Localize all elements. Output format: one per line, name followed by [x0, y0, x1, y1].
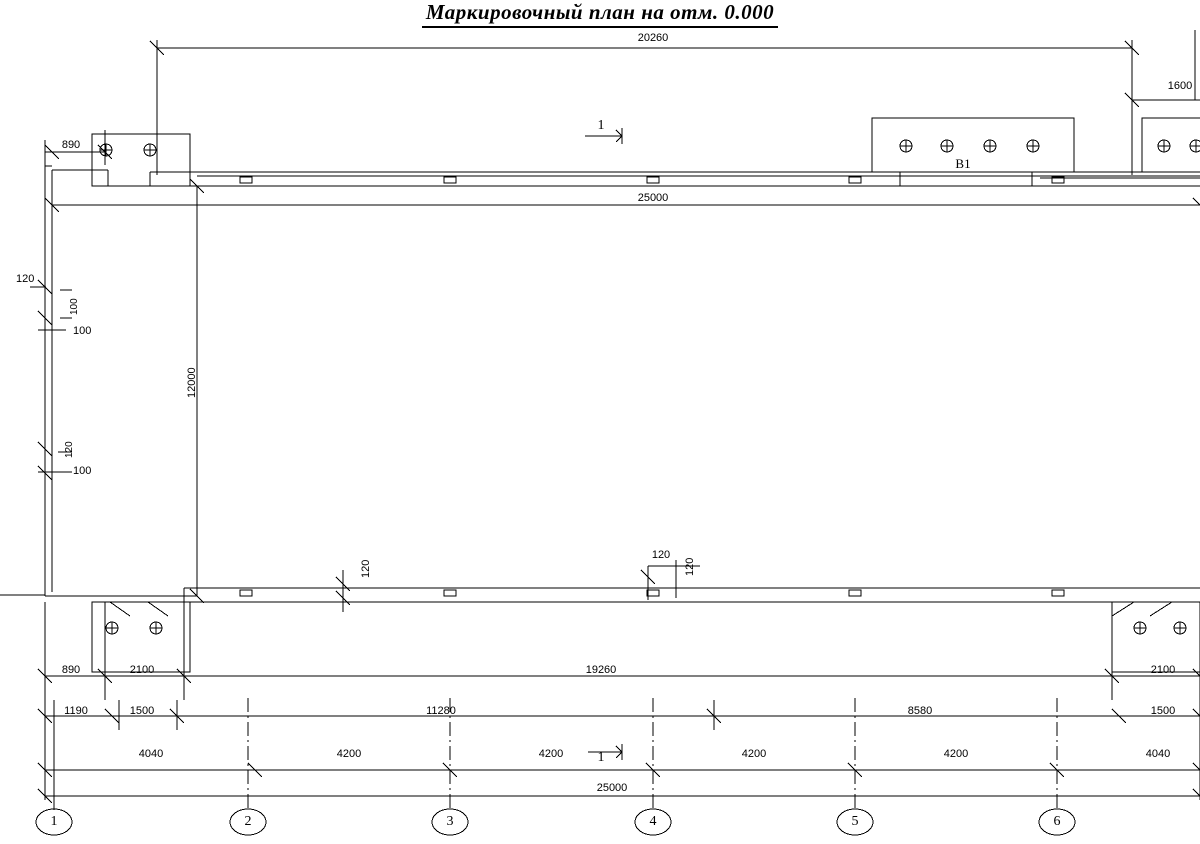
dimension-label: 120 — [651, 549, 671, 561]
dimension-label: 120 — [684, 557, 696, 576]
dimension-label: 120 — [64, 441, 75, 458]
dimension-label: 20260 — [637, 32, 669, 44]
dimension-label: 890 — [61, 664, 81, 676]
dimension-label: 4200 — [336, 748, 362, 760]
dimension-label: 100 — [73, 465, 92, 477]
dimension-label: 25000 — [596, 782, 628, 794]
axis-bubble-4: 4 — [649, 814, 657, 829]
dimension-label: 4200 — [538, 748, 564, 760]
dimension-label: 100 — [73, 325, 92, 337]
dimension-label: 890 — [61, 139, 81, 151]
dimension-label: 4200 — [943, 748, 969, 760]
axis-bubble-6: 6 — [1053, 814, 1061, 829]
dimension-label: 120 — [16, 273, 35, 285]
dimension-label: 1500 — [129, 705, 155, 717]
section-mark-1: 1 — [597, 750, 605, 765]
page-title: Маркировочный план на отм. 0.000 — [0, 0, 1200, 28]
axis-bubble-5: 5 — [851, 814, 859, 829]
dimension-label: 11280 — [426, 705, 456, 717]
dimension-label-12000: 12000 — [186, 367, 198, 398]
section-mark-1: 1 — [597, 118, 605, 133]
dimension-label: 120 — [360, 559, 372, 578]
dimension-label: 2100 — [1150, 664, 1176, 676]
axis-bubble-2: 2 — [244, 814, 252, 829]
dimension-label: 2100 — [129, 664, 155, 676]
dimension-label: 4040 — [138, 748, 164, 760]
dimension-label: 19260 — [585, 664, 617, 676]
dimension-label: 1500 — [1150, 705, 1176, 717]
element-label-b1: В1 — [955, 156, 971, 171]
dimension-label: 4040 — [1145, 748, 1171, 760]
dimension-label: 25000 — [637, 192, 669, 204]
axis-bubble-3: 3 — [446, 814, 454, 829]
dimension-label: 100 — [69, 298, 80, 315]
dimension-label: 8580 — [907, 705, 933, 717]
dimension-label: 1600 — [1167, 80, 1193, 92]
dimension-label: 1190 — [64, 705, 88, 717]
dimension-label: 4200 — [741, 748, 767, 760]
axis-bubble-1: 1 — [50, 814, 58, 829]
